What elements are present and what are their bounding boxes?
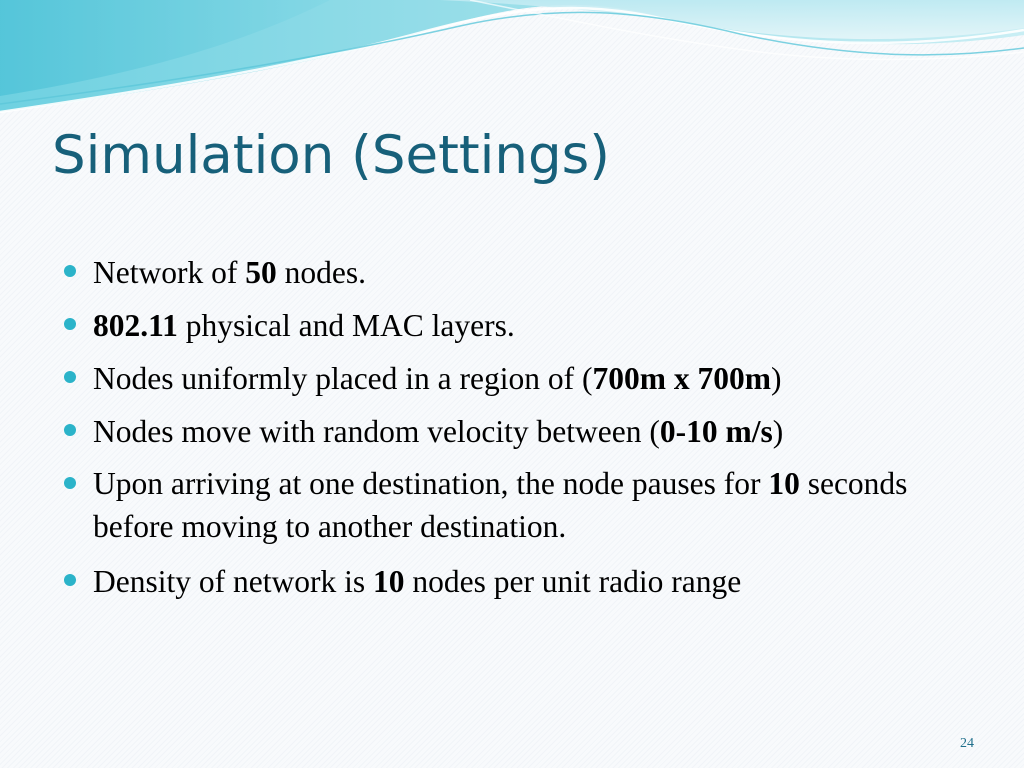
slide-title: Simulation (Settings) (52, 125, 610, 186)
bullet-emphasis: 10 (768, 466, 800, 501)
bullet-text: Upon arriving at one destination, the node pauses for (93, 466, 769, 501)
bullet-text: Nodes uniformly placed in a region of ( (93, 361, 593, 396)
bullet-item (62, 356, 962, 402)
bullet-emphasis: 802.11 (93, 308, 178, 343)
bullet-text: ) (770, 361, 782, 396)
bullet-item (62, 250, 962, 296)
bullet-emphasis: 50 (245, 255, 277, 290)
bullet-item (62, 409, 962, 455)
bullet-dot-icon (64, 265, 76, 277)
bullet-emphasis: 10 (372, 564, 405, 599)
bullet-dot-icon (64, 424, 76, 436)
bullet-dot-icon (64, 318, 76, 330)
bullet-emphasis: 0-10 m/s (659, 414, 773, 449)
bullet-text: Network of (93, 255, 246, 290)
bullet-item (62, 303, 962, 349)
bullet-text: ) (772, 414, 784, 449)
bullet-text: physical and MAC layers. (177, 308, 515, 343)
bullet-text: nodes per unit radio range (404, 564, 742, 599)
bullet-text: Density of network is (93, 564, 373, 599)
bullet-dot-icon (64, 477, 76, 489)
bullet-list (62, 250, 962, 612)
bullet-text: Nodes move with random velocity between ( (93, 414, 660, 449)
bullet-text: seconds before moving to another destination. (93, 466, 908, 544)
bullet-item (62, 559, 962, 605)
decorative-wave-header (0, 0, 1024, 130)
bullet-text: nodes. (276, 255, 366, 290)
bullet-dot-icon (64, 574, 76, 586)
bullet-emphasis: 700m x 700m (592, 361, 771, 396)
page-number: 24 (960, 736, 974, 751)
bullet-item (62, 462, 962, 548)
bullet-dot-icon (64, 371, 76, 383)
